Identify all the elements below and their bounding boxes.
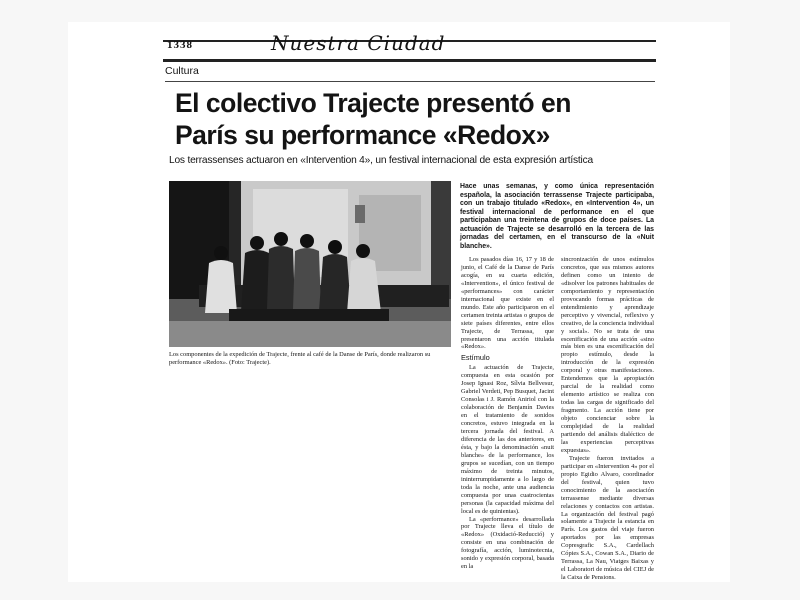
- group-photo-image: [169, 181, 451, 347]
- article-photo: [169, 181, 451, 347]
- body-column-1: [461, 256, 554, 571]
- body-paragraph: Trajecte fueron invitados a participar en «Intervention 4» por el propio Egidio Alvaro, coordinador del festival, quien tuvo conocimiento de la asociación terrassense mediante diversas relaciones y contactos con artistas. La organización del festival pagó solamente a Trajecte la estancia en París. Los gastos del viaje fueron aportados por las empresas Copresgrafic S.A., Cardellach Cópies S.A., Cowan S.A., Diario de Terrassa, La Nau, Viatges Baixas y el Laboratori de música del CIEJ de la Caixa de Pensions.: [561, 454, 654, 582]
- newspaper-clipping: [163, 31, 656, 582]
- body-paragraph: La actuación de Trajecte, compuesta en esta ocasión por Josep Ignasi Roz, Sílvia Bellvesur, Gabriel Verdeti, Pep Busquet, Jacint Consolas i J. Ramón Aniriol con la colaboración de Benjamín Davies en el tratamiento de sonidos concretos, estuvo integrada en la tercera jornada del festival. A diferencia de las dos anteriores, en ésta, y bajo la denominación «nuit blanche» de la performance, los grupos se sucedían, con un tiempo máximo de treinta minutos, ininterrumpidamente a lo largo de toda la noche, ante una audiencia compuesta por unas cuatrocientas personas (la capacidad máxima del local es de quinientas).: [461, 364, 554, 515]
- subheadline: Los terrassenses actuaron en «Intervention 4», un festival internacional de esta expresión artística: [169, 155, 593, 166]
- masthead: [163, 31, 656, 62]
- section-rubric: Cultura: [165, 65, 655, 82]
- body-column-2: [561, 256, 654, 582]
- headline-line-1: El colectivo Trajecte presentó en: [175, 88, 571, 118]
- lead-paragraph: Hace unas semanas, y como única representación española, la asociación terrassense Trajecte participaba, con un trabajo titulado «Redox», en «Intervention 4», un festival internacional de performance en el que participaban una treintena de grupos de doce países. La actuación de Trajecte se desarrolló en la tercera de las jornadas del certamen, en el transcurso de la «Nuit blanche».: [460, 183, 654, 250]
- section-name: Nuestra Ciudad: [271, 31, 446, 55]
- body-paragraph: La «performance» desarrollada por Trajecte lleva el título de «Redox» (Oxidació-Reducció) y consiste en una combinación de fotografía, acción, luminotecnia, sonido y expresión corporal, basada en la: [461, 515, 554, 571]
- body-paragraph: Los pasados días 16, 17 y 18 de junio, el Café de la Danse de París acogía, en su cuarta edición, «Intervention», el único festival de «performances» con carácter internacional que existe en el mundo. Este año participaron en el certamen treinta artistas o grupos de siete países diferentes, entre ellos Trajecte, de Terrassa, que presentaron una acción titulada «Redox».: [461, 256, 554, 351]
- page-number: 1338: [167, 39, 193, 51]
- photo-caption: Los componentes de la expedición de Trajecte, frente al café de la Danse de París, donde realizaron su performance «Redox». (Foto: Trajecte).: [169, 351, 431, 366]
- headline-line-2: París su performance «Redox»: [175, 120, 550, 150]
- inner-subtitle: Estímulo: [461, 353, 490, 363]
- headline: [175, 87, 653, 151]
- body-paragraph: sincronización de unos estímulos concretos, que sus mismos autores definen como un intento de «disolver los patrones habituales de comportamiento y representación provocando formas prácticas de entendimiento y aprendizaje perceptivo y vivencial, reflexivo y creativo, de la conciencia individual y social». No se trata de una escenificación de una acción «sino más bien es una escenificación del propio estímulo, desde la introducción de la expresión corporal y otras manifestaciones. Entendemos que la apropiación parcial de la realidad como elemento artístico se realiza con todas las cargas de significado del fragmento. La acción tiene por objeto concienciar sobre la complejidad de la realidad partiendo del análisis dialéctico de las experiencias perceptivas expuestas».: [561, 256, 654, 454]
